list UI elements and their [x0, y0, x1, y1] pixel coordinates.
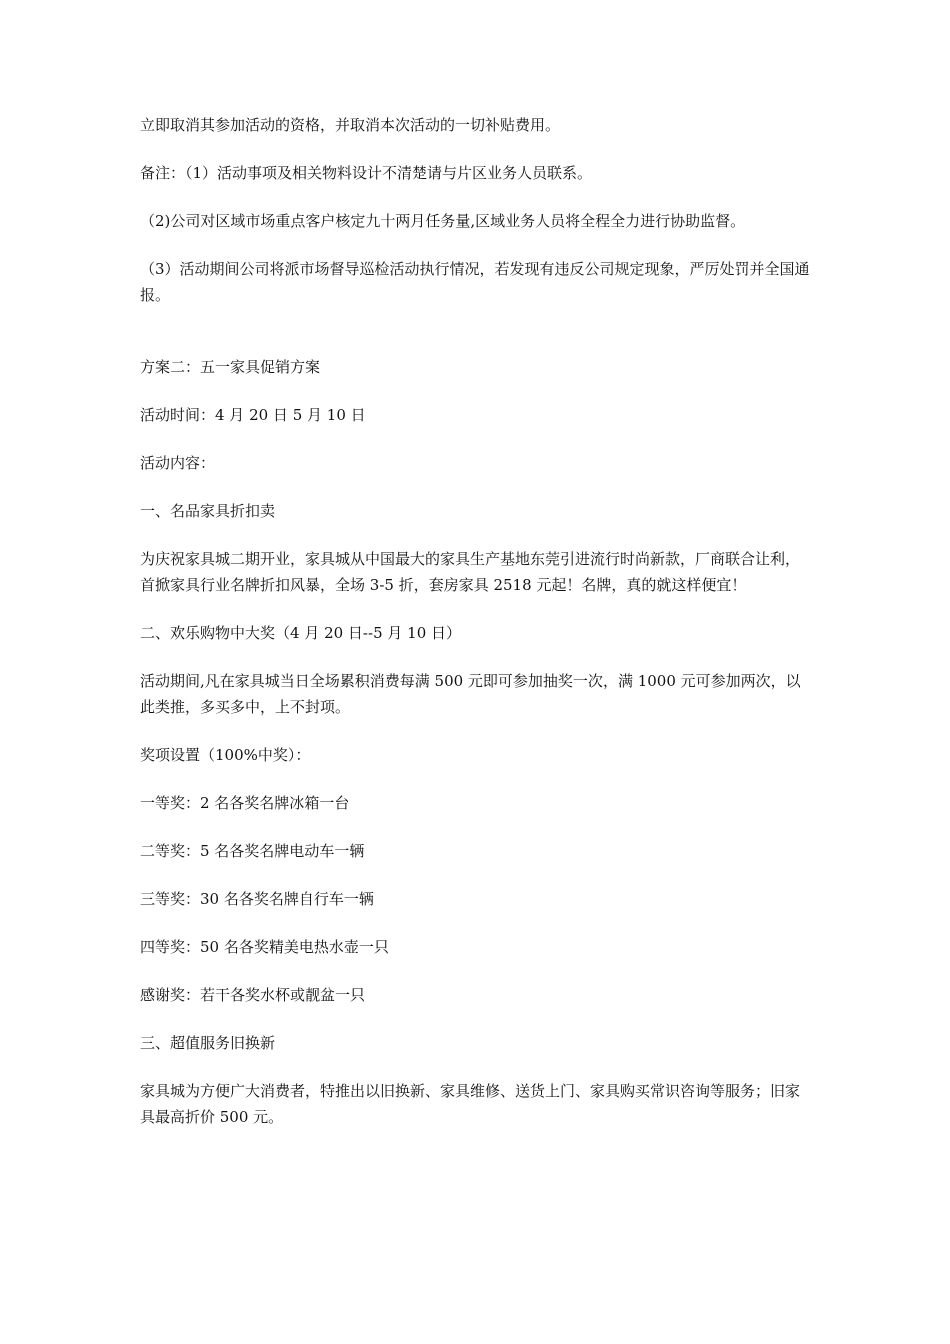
prize-first: 一等奖：2 名各奖名牌冰箱一台 [140, 794, 350, 812]
heading-shopping-prize: 二、欢乐购物中大奖（4 月 20 日--5 月 10 日） [140, 624, 462, 642]
prize-third: 三等奖：30 名各奖名牌自行车一辆 [140, 890, 374, 908]
paragraph-lottery-rules: 活动期间,凡在家具城当日全场累积消费每满 500 元即可参加抽奖一次，满 1000 元可参加两次，以此类推，多买多中，上不封项。 [140, 672, 801, 716]
paragraph-activity-content: 活动内容： [140, 454, 216, 472]
prize-second: 二等奖：5 名各奖名牌电动车一辆 [140, 842, 365, 860]
prize-thanks: 感谢奖：若干各奖水杯或靓盆一只 [140, 986, 366, 1004]
section-title-plan-two: 方案二：五一家具促销方案 [140, 358, 321, 376]
paragraph-activity-time: 活动时间：4 月 20 日 5 月 10 日 [140, 406, 366, 424]
paragraph-note-3: （3）活动期间公司将派市场督导巡检活动执行情况，若发现有违反公司规定现象，严厉处罚并全国通报。 [140, 260, 810, 304]
paragraph-cancel-qualification: 立即取消其参加活动的资格，并取消本次活动的一切补贴费用。 [140, 116, 561, 134]
heading-trade-in: 三、超值服务旧换新 [140, 1034, 276, 1052]
paragraph-trade-in-details: 家具城为方便广大消费者，特推出以旧换新、家具维修、送货上门、家具购买常识咨询等服务；旧家具最高折价 500 元。 [140, 1082, 801, 1126]
paragraph-note-2: （2)公司对区域市场重点客户核定九十两月任务量,区域业务人员将全程全力进行协助监督。 [140, 212, 746, 230]
paragraph-discount-details: 为庆祝家具城二期开业，家具城从中国最大的家具生产基地东莞引进流行时尚新款，厂商联合让利，首掀家具行业名牌折扣风暴，全场 3-5 折，套房家具 2518 元起！名牌，真的就这样便宜！ [140, 550, 801, 594]
heading-brand-discount: 一、名品家具折扣卖 [140, 502, 276, 520]
paragraph-note-1: 备注：（1）活动事项及相关物料设计不清楚请与片区业务人员联系。 [140, 164, 593, 182]
paragraph-prize-setup: 奖项设置（100%中奖）： [140, 746, 311, 764]
document-body [140, 112, 812, 1130]
prize-fourth: 四等奖：50 名各奖精美电热水壶一只 [140, 938, 389, 956]
